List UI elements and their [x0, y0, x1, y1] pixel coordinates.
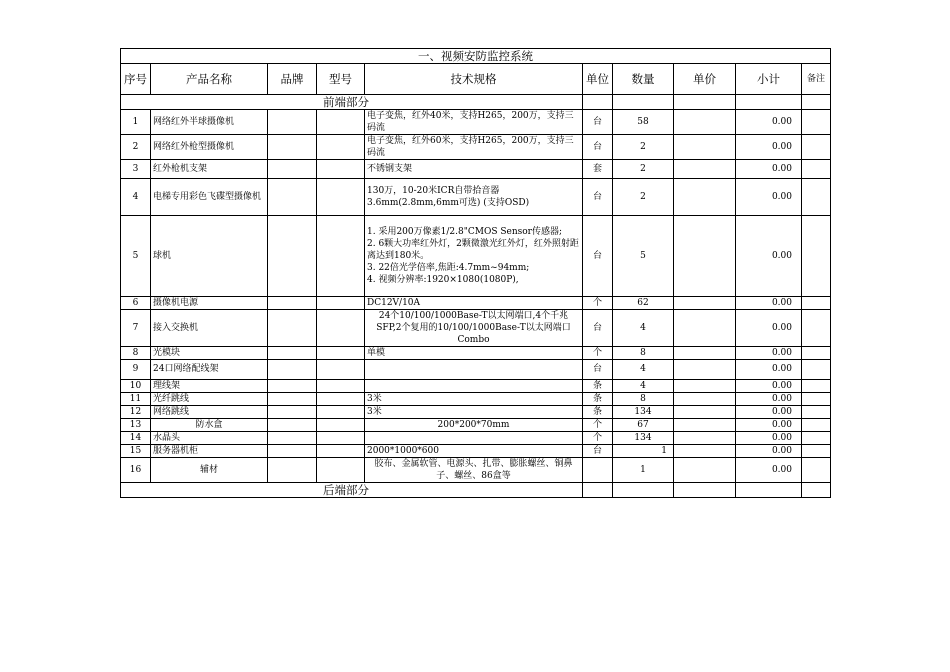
row-price: [674, 347, 736, 360]
header-name: 产品名称: [151, 64, 268, 95]
row-subtotal: 0.00: [736, 297, 802, 310]
row-qty: 4: [613, 380, 674, 393]
table-row: [121, 160, 831, 179]
row-note: [802, 380, 831, 393]
row-price: [674, 432, 736, 445]
row-brand: [268, 179, 317, 216]
row-spec: 24个10/100/1000Base-T以太网端口,4个千兆SFP,2个复用的10/100/1000Base-T以太网端口Combo: [365, 310, 583, 347]
row-seq: 2: [121, 135, 151, 160]
row-model: [317, 297, 365, 310]
table-row: [121, 310, 831, 347]
row-qty: 58: [613, 110, 674, 135]
row-subtotal: 0.00: [736, 179, 802, 216]
row-qty: 134: [613, 406, 674, 419]
row-subtotal: 0.00: [736, 347, 802, 360]
table-row: [121, 445, 831, 458]
row-subtotal: 0.00: [736, 458, 802, 483]
row-note: [802, 135, 831, 160]
row-subtotal: 0.00: [736, 432, 802, 445]
row-note: [802, 179, 831, 216]
row-name: 网络红外半球摄像机: [151, 110, 268, 135]
row-spec: 200*200*70mm: [365, 419, 583, 432]
table-row: [121, 216, 831, 297]
table-row: [121, 393, 831, 406]
row-price: [674, 406, 736, 419]
header-price: 单价: [674, 64, 736, 95]
row-brand: [268, 310, 317, 347]
table-title: 一、视频安防监控系统: [121, 49, 831, 64]
table-row: [121, 297, 831, 310]
row-seq: 15: [121, 445, 151, 458]
row-unit: 台: [583, 135, 613, 160]
row-note: [802, 347, 831, 360]
row-qty: 8: [613, 347, 674, 360]
row-qty: 67: [613, 419, 674, 432]
row-name: 防水盒: [151, 419, 268, 432]
row-brand: [268, 445, 317, 458]
row-seq: 13: [121, 419, 151, 432]
row-model: [317, 347, 365, 360]
section-front: 前端部分: [121, 95, 583, 110]
row-model: [317, 432, 365, 445]
row-spec: 2000*1000*600: [365, 445, 583, 458]
row-unit: [583, 458, 613, 483]
row-brand: [268, 419, 317, 432]
row-unit: 套: [583, 160, 613, 179]
row-name: 理线架: [151, 380, 268, 393]
row-qty: 62: [613, 297, 674, 310]
row-model: [317, 419, 365, 432]
row-price: [674, 135, 736, 160]
row-model: [317, 445, 365, 458]
table-row: [121, 419, 831, 432]
table-row: [121, 179, 831, 216]
table-body: [121, 110, 831, 483]
row-unit: 台: [583, 445, 613, 458]
row-seq: 12: [121, 406, 151, 419]
row-name: 光模块: [151, 347, 268, 360]
row-name: 光纤跳线: [151, 393, 268, 406]
row-brand: [268, 380, 317, 393]
row-brand: [268, 297, 317, 310]
header-model: 型号: [317, 64, 365, 95]
row-note: [802, 406, 831, 419]
row-qty: 4: [613, 310, 674, 347]
row-brand: [268, 432, 317, 445]
row-note: [802, 360, 831, 380]
row-name: 接入交换机: [151, 310, 268, 347]
row-seq: 8: [121, 347, 151, 360]
row-unit: 条: [583, 380, 613, 393]
row-name: 电梯专用彩色飞碟型摄像机: [151, 179, 268, 216]
row-unit: 条: [583, 406, 613, 419]
row-name: 摄像机电源: [151, 297, 268, 310]
row-model: [317, 179, 365, 216]
row-qty: 2: [613, 179, 674, 216]
row-unit: 个: [583, 432, 613, 445]
header-brand: 品牌: [268, 64, 317, 95]
row-brand: [268, 160, 317, 179]
row-subtotal: 0.00: [736, 445, 802, 458]
header-qty: 数量: [613, 64, 674, 95]
row-spec: 电子变焦，红外40米，支持H265，200万，支持三码流: [365, 110, 583, 135]
row-seq: 11: [121, 393, 151, 406]
row-qty: 134: [613, 432, 674, 445]
row-note: [802, 216, 831, 297]
row-price: [674, 310, 736, 347]
row-qty: 4: [613, 360, 674, 380]
row-brand: [268, 135, 317, 160]
row-brand: [268, 347, 317, 360]
row-spec: 不锈钢支架: [365, 160, 583, 179]
row-model: [317, 393, 365, 406]
row-qty: 8: [613, 393, 674, 406]
row-model: [317, 135, 365, 160]
row-qty: 5: [613, 216, 674, 297]
row-subtotal: 0.00: [736, 406, 802, 419]
row-note: [802, 458, 831, 483]
row-unit: 台: [583, 216, 613, 297]
table-row: [121, 458, 831, 483]
row-spec: [365, 432, 583, 445]
row-note: [802, 432, 831, 445]
row-model: [317, 360, 365, 380]
row-name: 球机: [151, 216, 268, 297]
row-name: 网络红外枪型摄像机: [151, 135, 268, 160]
table-row: [121, 432, 831, 445]
table-row: [121, 135, 831, 160]
row-model: [317, 110, 365, 135]
row-name: 辅材: [151, 458, 268, 483]
row-seq: 1: [121, 110, 151, 135]
row-subtotal: 0.00: [736, 393, 802, 406]
row-unit: 条: [583, 393, 613, 406]
row-note: [802, 160, 831, 179]
row-model: [317, 406, 365, 419]
row-spec: 3米: [365, 393, 583, 406]
row-seq: 16: [121, 458, 151, 483]
header-seq: 序号: [121, 64, 151, 95]
row-model: [317, 310, 365, 347]
row-note: [802, 419, 831, 432]
table-row: [121, 360, 831, 380]
row-seq: 4: [121, 179, 151, 216]
row-spec: [365, 380, 583, 393]
row-seq: 9: [121, 360, 151, 380]
row-spec: 电子变焦，红外60米，支持H265，200万，支持三码流: [365, 135, 583, 160]
row-subtotal: 0.00: [736, 310, 802, 347]
row-name: 网络跳线: [151, 406, 268, 419]
table-row: [121, 406, 831, 419]
row-note: [802, 297, 831, 310]
row-subtotal: 0.00: [736, 419, 802, 432]
row-model: [317, 160, 365, 179]
row-unit: 台: [583, 179, 613, 216]
row-qty: 1: [613, 445, 674, 458]
row-brand: [268, 360, 317, 380]
table-row: [121, 347, 831, 360]
row-brand: [268, 406, 317, 419]
row-spec: 胶布、金属软管、电源头、扎带、膨胀螺丝、铜鼻子、螺丝、86盒等: [365, 458, 583, 483]
row-spec: 1. 采用200万像素1/2.8"CMOS Sensor传感器; 2. 6颗大功率红外灯，2颗微激光红外灯，红外照射距离达到180米。 3. 22倍光学倍率,焦距:4.7mm~94mm; 4. 视频分辨率:1920×1080(1080P),: [365, 216, 583, 297]
header-spec: 技术规格: [365, 64, 583, 95]
row-unit: 个: [583, 297, 613, 310]
table-row: [121, 380, 831, 393]
table-row: [121, 110, 831, 135]
header-unit: 单位: [583, 64, 613, 95]
equipment-table: [120, 48, 831, 498]
row-seq: 10: [121, 380, 151, 393]
row-price: [674, 216, 736, 297]
row-subtotal: 0.00: [736, 380, 802, 393]
row-spec: [365, 360, 583, 380]
row-unit: 台: [583, 310, 613, 347]
row-model: [317, 216, 365, 297]
row-unit: 台: [583, 110, 613, 135]
row-brand: [268, 393, 317, 406]
row-subtotal: 0.00: [736, 160, 802, 179]
row-spec: DC12V/10A: [365, 297, 583, 310]
row-note: [802, 445, 831, 458]
row-name: 24口网络配线架: [151, 360, 268, 380]
row-seq: 14: [121, 432, 151, 445]
row-subtotal: 0.00: [736, 216, 802, 297]
row-price: [674, 179, 736, 216]
row-spec: 3米: [365, 406, 583, 419]
row-model: [317, 380, 365, 393]
row-seq: 5: [121, 216, 151, 297]
row-seq: 6: [121, 297, 151, 310]
row-price: [674, 110, 736, 135]
row-name: 水晶头: [151, 432, 268, 445]
row-seq: 7: [121, 310, 151, 347]
row-note: [802, 110, 831, 135]
row-price: [674, 393, 736, 406]
row-price: [674, 458, 736, 483]
row-qty: 1: [613, 458, 674, 483]
row-brand: [268, 110, 317, 135]
row-subtotal: 0.00: [736, 110, 802, 135]
row-spec: 单模: [365, 347, 583, 360]
header-subtotal: 小计: [736, 64, 802, 95]
row-qty: 2: [613, 135, 674, 160]
row-price: [674, 297, 736, 310]
row-model: [317, 458, 365, 483]
row-name: 红外枪机支架: [151, 160, 268, 179]
row-price: [674, 445, 736, 458]
row-subtotal: 0.00: [736, 135, 802, 160]
row-spec: 130万，10-20米ICR自带拾音器 3.6mm(2.8mm,6mm可选) (支持OSD): [365, 179, 583, 216]
section-back: 后端部分: [121, 483, 583, 498]
row-price: [674, 380, 736, 393]
row-unit: 个: [583, 419, 613, 432]
row-brand: [268, 216, 317, 297]
row-subtotal: 0.00: [736, 360, 802, 380]
row-qty: 2: [613, 160, 674, 179]
row-price: [674, 160, 736, 179]
row-name: 服务器机柜: [151, 445, 268, 458]
row-unit: 个: [583, 347, 613, 360]
row-brand: [268, 458, 317, 483]
row-price: [674, 360, 736, 380]
row-seq: 3: [121, 160, 151, 179]
row-price: [674, 419, 736, 432]
row-unit: 台: [583, 360, 613, 380]
row-note: [802, 310, 831, 347]
header-note: 备注: [802, 64, 831, 95]
row-note: [802, 393, 831, 406]
